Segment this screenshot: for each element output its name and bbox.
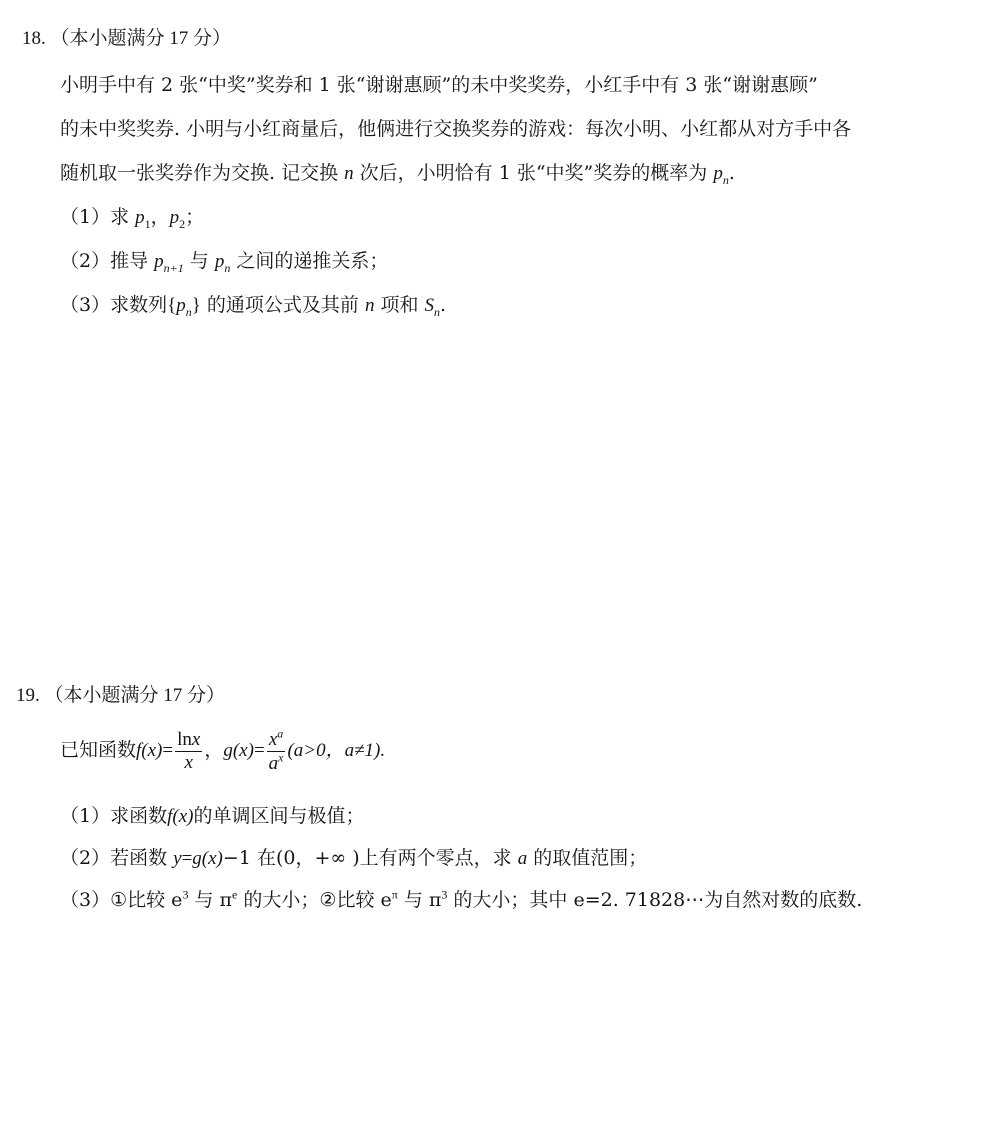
question-19-part-1: （1）求函数f(x)的单调区间与极值； [60, 805, 365, 827]
question-19-header: 19. （本小题满分 17 分） [16, 685, 226, 706]
question-18-stem-line-2: 的未中奖奖券. 小明与小红商量后，他俩进行交换奖券的游戏：每次小明、小红都从对方手中各 [60, 118, 852, 140]
question-19-part-3: （3）①比较 $e^3$ 与 $\pi^e$ 的大小；②比较 $e^\pi$ 与 $\pi^3$ 的大小；其中 e=2. 71828⋯为自然对数的底数. [60, 887, 863, 911]
question-18-part-1: （1）求 $p_1$，$p_2$； [60, 206, 205, 231]
question-18-part-2: （2）推导 $p_{n+1}$ 与 $p_n$ 之间的递推关系； [60, 250, 389, 275]
question-19-part-2: （2）若函数 y=g(x)−1 在(0，+∞ )上有两个零点，求 a 的取值范围； [60, 847, 648, 869]
question-18-part-3: （3）求数列$\{p_n\}$ 的通项公式及其前 n 项和 $S_n$. [60, 294, 447, 319]
fraction-xa-over-ax: $\frac{x^a}{a^x}$ [268, 726, 284, 774]
question-18-stem-line-1: 小明手中有 2 张“中奖”奖券和 1 张“谢谢惠顾”的未中奖奖券，小红手中有 3 张“谢谢惠顾” [60, 74, 818, 96]
question-19-stem: 已知函数f(x)= $\frac{\ln x}{x}$ ，g(x)= $\frac{x^a}{a^x}$ (a>0，a≠1). [60, 726, 386, 774]
question-18-stem-line-3: 随机取一张奖券作为交换. 记交换 n 次后，小明恰有 1 张“中奖”奖券的概率为 $p_n$. [60, 162, 735, 187]
fraction-lnx-over-x: $\frac{\ln x}{x}$ [177, 729, 201, 773]
question-18-header: 18. （本小题满分 17 分） [22, 28, 232, 49]
